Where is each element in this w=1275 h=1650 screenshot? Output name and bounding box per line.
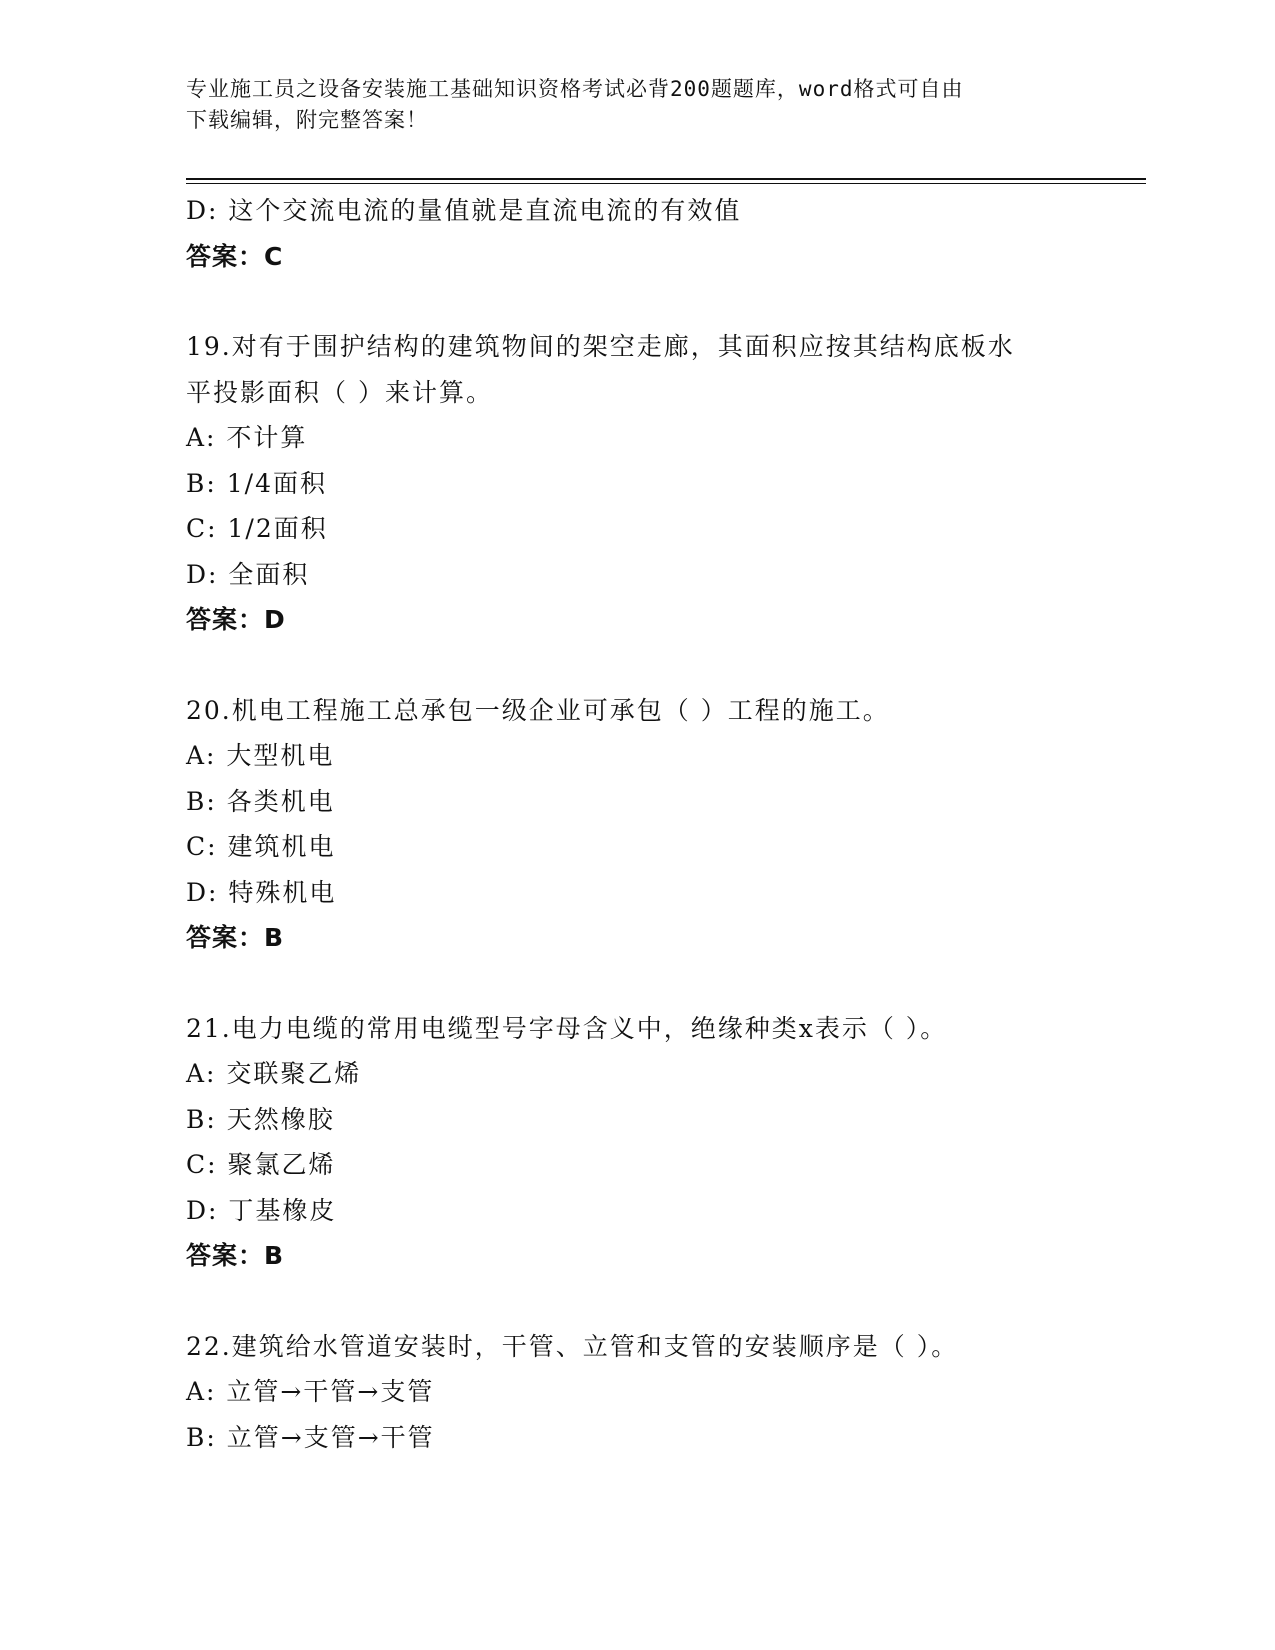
header-line-2: 下载编辑，附完整答案！ — [186, 108, 428, 132]
question-20 — [186, 688, 1086, 961]
question-21 — [186, 1006, 1086, 1279]
option-b: B: 各类机电 — [186, 786, 335, 816]
question-list — [186, 188, 1086, 1460]
spacer — [186, 279, 1086, 324]
answer: 答案：D — [186, 605, 286, 634]
question-stem-continued: 平投影面积（ ）来计算。 — [186, 377, 493, 407]
question-19 — [186, 324, 1086, 643]
option-b: B: 立管→支管→干管 — [186, 1422, 435, 1452]
question-stem: 22.建筑给水管道安装时，干管、立管和支管的安装顺序是（ ）。 — [186, 1331, 959, 1361]
question-stem: 19.对有于围护结构的建筑物间的架空走廊，其面积应按其结构底板水 — [186, 332, 1015, 361]
header-divider-thin — [186, 183, 1146, 184]
option-a: A: 立管→干管→支管 — [186, 1377, 435, 1406]
option-c: C: 建筑机电 — [186, 832, 336, 861]
option-a: A: 交联聚乙烯 — [186, 1059, 362, 1088]
spacer — [186, 961, 1086, 1006]
option-a: A: 大型机电 — [186, 741, 335, 770]
option-a: A: 不计算 — [186, 423, 308, 452]
question-22 — [186, 1324, 1086, 1461]
option-b: B: 1/4面积 — [186, 468, 327, 498]
answer: 答案：B — [186, 1241, 285, 1270]
spacer — [186, 643, 1086, 688]
option-d: D: 这个交流电流的量值就是直流电流的有效值 — [186, 196, 742, 225]
option-d: D: 丁基橡皮 — [186, 1195, 337, 1225]
header-divider-thick — [186, 178, 1146, 180]
option-c: C: 1/2面积 — [186, 514, 328, 543]
question-stem: 20.机电工程施工总承包一级企业可承包（ ）工程的施工。 — [186, 695, 890, 725]
spacer — [186, 1279, 1086, 1324]
option-b: B: 天然橡胶 — [186, 1104, 335, 1134]
option-d: D: 全面积 — [186, 559, 310, 589]
answer: 答案：C — [186, 241, 284, 271]
option-c: C: 聚氯乙烯 — [186, 1150, 336, 1179]
document-header — [186, 74, 1066, 136]
header-line-1: 专业施工员之设备安装施工基础知识资格考试必背200题题库，word格式可自由 — [186, 77, 964, 101]
answer: 答案：B — [186, 923, 285, 952]
option-d: D: 特殊机电 — [186, 877, 337, 907]
question-stem: 21.电力电缆的常用电缆型号字母含义中，绝缘种类x表示（ ）。 — [186, 1013, 948, 1043]
